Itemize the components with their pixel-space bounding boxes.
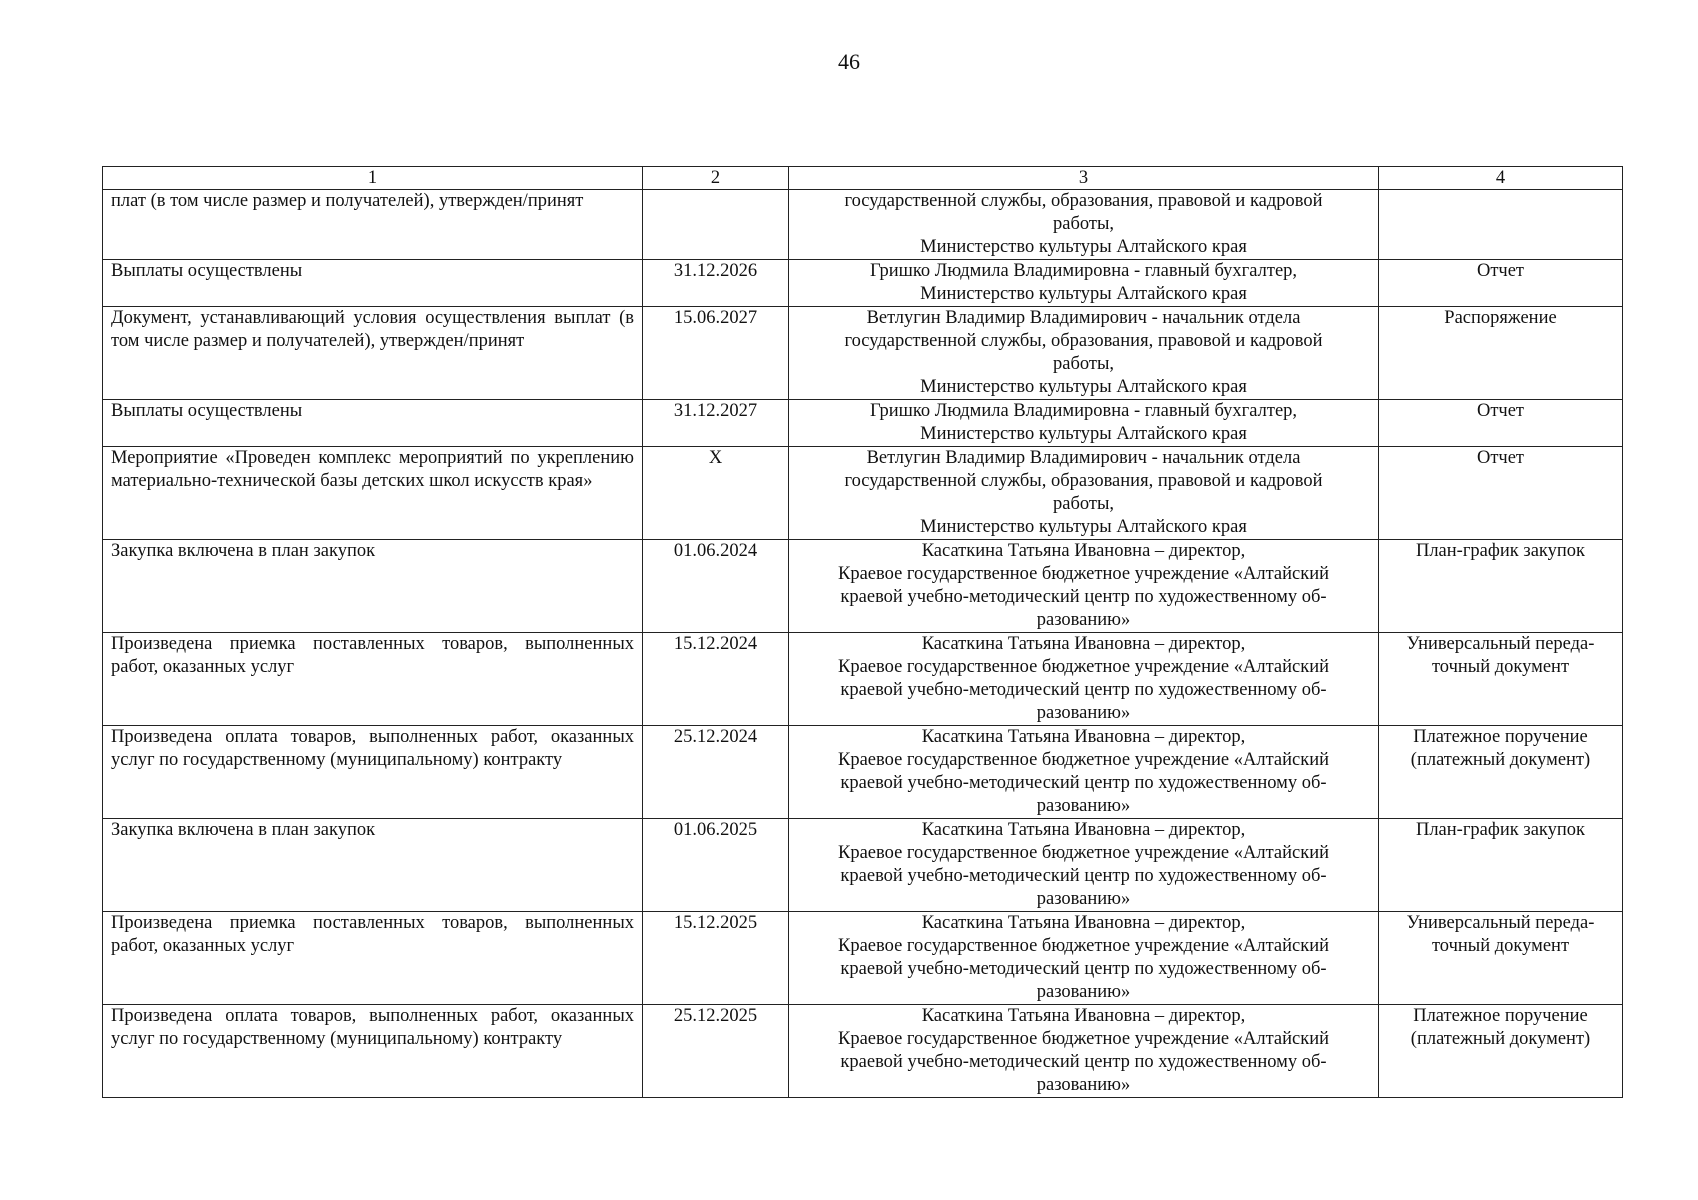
responsible-person-line: государственной службы, образования, правовой и кадровой	[844, 331, 1323, 351]
confirming-document-cell: Платежное поручение (платежный документ)	[1379, 1005, 1623, 1098]
confirming-document-cell: Отчет	[1379, 400, 1623, 447]
confirming-document-cell: План-график закупок	[1379, 819, 1623, 912]
header-row	[103, 167, 1623, 190]
table-row	[103, 912, 1623, 1005]
table-row	[103, 726, 1623, 819]
table-row	[103, 400, 1623, 447]
result-description-cell: Произведена приемка поставленных товаров, выполненных работ, оказанных услуг	[103, 912, 643, 1005]
table-row	[103, 1005, 1623, 1098]
responsible-person-line: работы,	[1052, 354, 1115, 374]
responsible-person-line: Министерство культуры Алтайского края	[920, 517, 1247, 537]
responsible-person-cell	[789, 540, 1379, 633]
responsible-person-cell	[789, 260, 1379, 307]
responsible-person-line: Касаткина Татьяна Ивановна – директор,	[921, 727, 1246, 747]
deadline-cell	[643, 190, 789, 260]
table-row	[103, 307, 1623, 400]
responsible-person-cell	[789, 1005, 1379, 1098]
responsible-person-line: Краевое государственное бюджетное учреждение «Алтайский	[837, 750, 1330, 770]
responsible-person-line: государственной службы, образования, правовой и кадровой	[844, 191, 1323, 211]
deadline-cell: 31.12.2027	[643, 400, 789, 447]
responsible-person-cell	[789, 400, 1379, 447]
responsible-person-cell	[789, 819, 1379, 912]
responsible-person-cell	[789, 447, 1379, 540]
deadline-cell: 31.12.2026	[643, 260, 789, 307]
responsible-person-line: Гришко Людмила Владимировна - главный бухгалтер,	[869, 401, 1298, 421]
result-description-cell: Мероприятие «Проведен комплекс мероприятий по укреплению материально-технической базы детских школ искусств края»	[103, 447, 643, 540]
result-description-cell: плат (в том числе размер и получателей), утвержден/принят	[103, 190, 643, 260]
confirming-document-cell: Распоряжение	[1379, 307, 1623, 400]
responsible-person-line: Краевое государственное бюджетное учреждение «Алтайский	[837, 564, 1330, 584]
result-description-cell: Произведена приемка поставленных товаров, выполненных работ, оказанных услуг	[103, 633, 643, 726]
responsible-person-line: Министерство культуры Алтайского края	[920, 284, 1247, 304]
deadline-cell: 25.12.2024	[643, 726, 789, 819]
responsible-person-line: работы,	[1052, 214, 1115, 234]
responsible-person-line: Краевое государственное бюджетное учреждение «Алтайский	[837, 936, 1330, 956]
responsible-person-cell	[789, 633, 1379, 726]
table-row	[103, 260, 1623, 307]
responsible-person-cell	[789, 912, 1379, 1005]
responsible-person-line: Ветлугин Владимир Владимирович - начальник отдела	[866, 448, 1301, 468]
activities-table	[102, 166, 1623, 1098]
result-description-cell: Закупка включена в план закупок	[103, 819, 643, 912]
confirming-document-cell: План-график закупок	[1379, 540, 1623, 633]
deadline-cell: X	[643, 447, 789, 540]
table-row	[103, 819, 1623, 912]
deadline-cell: 15.12.2025	[643, 912, 789, 1005]
table-row	[103, 190, 1623, 260]
result-description-cell: Выплаты осуществлены	[103, 400, 643, 447]
confirming-document-cell: Платежное поручение (платежный документ)	[1379, 726, 1623, 819]
responsible-person-line: разованию»	[1036, 610, 1131, 630]
header-cell-4: 4	[1379, 167, 1623, 190]
responsible-person-line: краевой учебно-методический центр по художественному об-	[840, 1052, 1327, 1072]
responsible-person-line: Краевое государственное бюджетное учреждение «Алтайский	[837, 1029, 1330, 1049]
responsible-person-line: разованию»	[1036, 982, 1131, 1002]
responsible-person-line: Гришко Людмила Владимировна - главный бухгалтер,	[869, 261, 1298, 281]
confirming-document-cell: Отчет	[1379, 447, 1623, 540]
result-description-cell: Закупка включена в план закупок	[103, 540, 643, 633]
responsible-person-line: Министерство культуры Алтайского края	[920, 237, 1247, 257]
responsible-person-cell	[789, 726, 1379, 819]
responsible-person-line: краевой учебно-методический центр по художественному об-	[840, 866, 1327, 886]
result-description-cell: Документ, устанавливающий условия осуществления выплат (в том числе размер и получателей), утвержден/принят	[103, 307, 643, 400]
deadline-cell: 01.06.2025	[643, 819, 789, 912]
responsible-person-line: разованию»	[1036, 703, 1131, 723]
deadline-cell: 15.12.2024	[643, 633, 789, 726]
table-row	[103, 540, 1623, 633]
confirming-document-cell: Отчет	[1379, 260, 1623, 307]
responsible-person-line: разованию»	[1036, 796, 1131, 816]
header-cell-1: 1	[103, 167, 643, 190]
deadline-cell: 01.06.2024	[643, 540, 789, 633]
responsible-person-line: Краевое государственное бюджетное учреждение «Алтайский	[837, 657, 1330, 677]
responsible-person-line: Министерство культуры Алтайского края	[920, 377, 1247, 397]
responsible-person-line: Ветлугин Владимир Владимирович - начальник отдела	[866, 308, 1301, 328]
responsible-person-line: краевой учебно-методический центр по художественному об-	[840, 773, 1327, 793]
confirming-document-cell	[1379, 190, 1623, 260]
confirming-document-cell: Универсальный переда-точный документ	[1379, 633, 1623, 726]
result-description-cell: Произведена оплата товаров, выполненных работ, оказанных услуг по государственному (муниципальному) контракту	[103, 726, 643, 819]
deadline-cell: 25.12.2025	[643, 1005, 789, 1098]
deadline-cell: 15.06.2027	[643, 307, 789, 400]
responsible-person-line: Касаткина Татьяна Ивановна – директор,	[921, 1006, 1246, 1026]
responsible-person-line: Краевое государственное бюджетное учреждение «Алтайский	[837, 843, 1330, 863]
table-body	[103, 190, 1623, 1098]
responsible-person-line: разованию»	[1036, 1075, 1131, 1095]
responsible-person-line: государственной службы, образования, правовой и кадровой	[844, 471, 1323, 491]
result-description-cell: Выплаты осуществлены	[103, 260, 643, 307]
header-cell-3: 3	[789, 167, 1379, 190]
responsible-person-cell	[789, 307, 1379, 400]
page-number: 46	[838, 49, 860, 74]
responsible-person-line: Касаткина Татьяна Ивановна – директор,	[921, 820, 1246, 840]
responsible-person-line: Касаткина Татьяна Ивановна – директор,	[921, 913, 1246, 933]
table-row	[103, 633, 1623, 726]
responsible-person-line: Касаткина Татьяна Ивановна – директор,	[921, 634, 1246, 654]
responsible-person-line: разованию»	[1036, 889, 1131, 909]
result-description-cell: Произведена оплата товаров, выполненных работ, оказанных услуг по государственному (муниципальному) контракту	[103, 1005, 643, 1098]
responsible-person-line: краевой учебно-методический центр по художественному об-	[840, 959, 1327, 979]
responsible-person-line: краевой учебно-методический центр по художественному об-	[840, 680, 1327, 700]
responsible-person-cell	[789, 190, 1379, 260]
responsible-person-line: работы,	[1052, 494, 1115, 514]
responsible-person-line: Министерство культуры Алтайского края	[920, 424, 1247, 444]
table-row	[103, 447, 1623, 540]
responsible-person-line: краевой учебно-методический центр по художественному об-	[840, 587, 1327, 607]
confirming-document-cell: Универсальный переда-точный документ	[1379, 912, 1623, 1005]
header-cell-2: 2	[643, 167, 789, 190]
responsible-person-line: Касаткина Татьяна Ивановна – директор,	[921, 541, 1246, 561]
